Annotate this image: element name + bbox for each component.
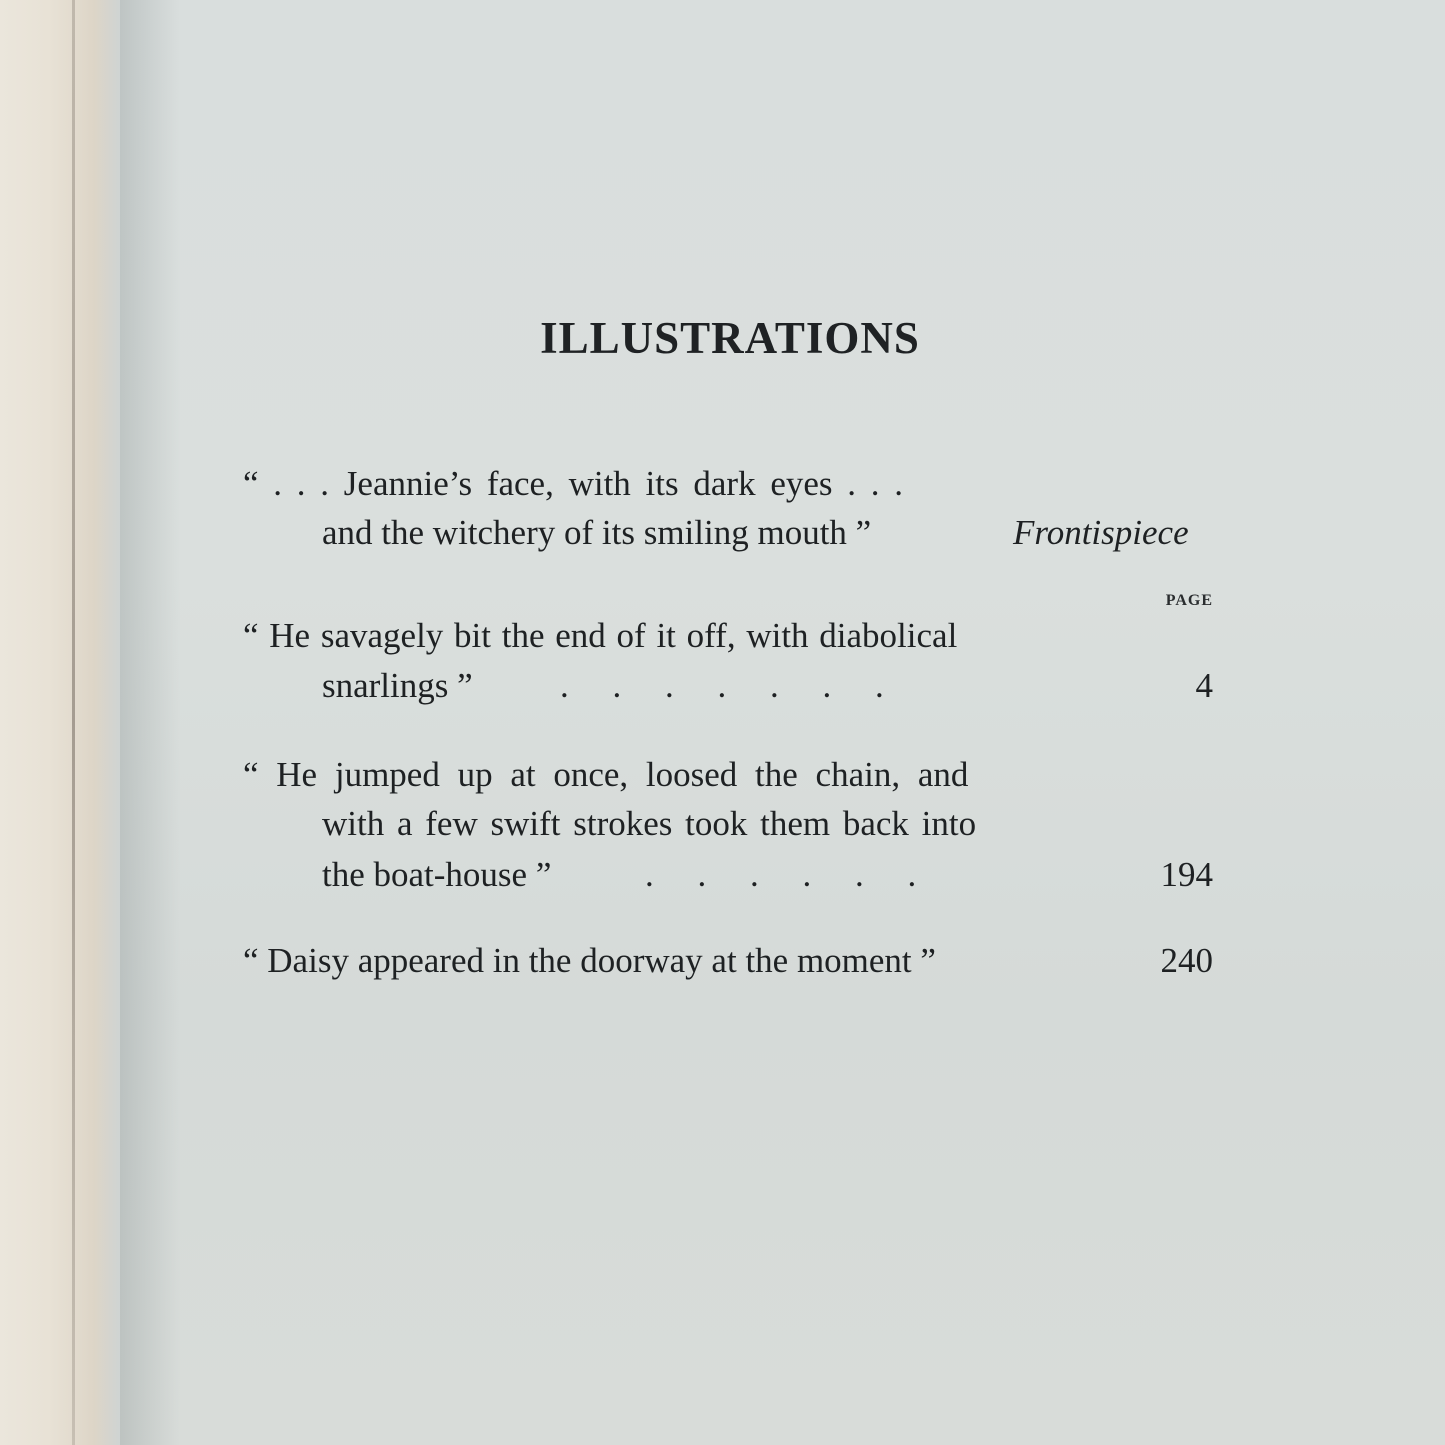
page-fold-line [72, 0, 75, 1445]
entry-4-line-1: “ Daisy appeared in the doorway at the moment ” [243, 941, 936, 980]
entry-2-dot-leader: . . . . . . . [560, 666, 884, 705]
book-page [120, 0, 1445, 1445]
entry-1-page: Frontispiece [1013, 513, 1189, 552]
gutter-shadow [120, 0, 180, 1445]
entry-1-line-1: “ . . . Jeannie’s face, with its dark eyes . . . [243, 464, 904, 503]
page-title: ILLUSTRATIONS [540, 313, 920, 363]
entry-2-page: 4 [1195, 666, 1213, 705]
left-page-edge [0, 0, 120, 1445]
entry-3-line-2: with a few swift strokes took them back into [322, 804, 977, 843]
entry-3-dot-leader: . . . . . . [645, 855, 917, 894]
entry-1-line-2: and the witchery of its smiling mouth ” [322, 513, 872, 552]
page-column-header: PAGE [1165, 592, 1213, 609]
entry-3-line-1: “ He jumped up at once, loosed the chain, and [243, 755, 969, 794]
entry-3-line-3: the boat-house ” [322, 855, 552, 894]
entry-4-page: 240 [1160, 941, 1213, 980]
entry-2-line-2: snarlings ” [322, 666, 473, 705]
entry-3-page: 194 [1160, 855, 1213, 894]
entry-2-line-1: “ He savagely bit the end of it off, with diabolical [243, 616, 958, 655]
